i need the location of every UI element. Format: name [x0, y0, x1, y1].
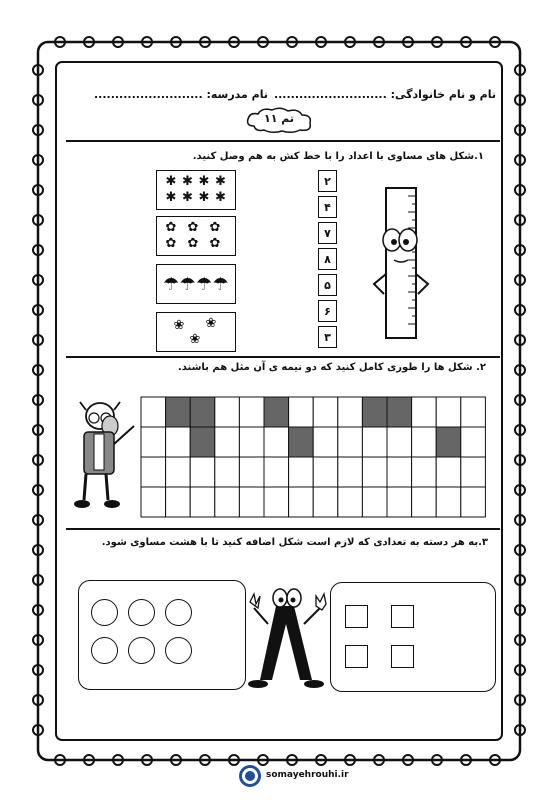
square-group-box — [330, 582, 496, 692]
grid-cell[interactable] — [141, 397, 166, 427]
grid-cell[interactable] — [239, 397, 264, 427]
grid-cell[interactable] — [141, 427, 166, 457]
grid-cell[interactable] — [338, 487, 363, 517]
grid-cell[interactable] — [264, 427, 289, 457]
theme-label: تم ۱۱ — [264, 112, 295, 125]
circle-shape — [128, 599, 155, 626]
grid-cell[interactable] — [215, 427, 240, 457]
grid-cell[interactable] — [387, 487, 412, 517]
grid-cell[interactable] — [362, 487, 387, 517]
grid-cell[interactable] — [289, 397, 314, 427]
school-field-label: نام مدرسه: .......................... — [93, 88, 268, 101]
grid-cell[interactable] — [362, 457, 387, 487]
grid-cell[interactable] — [190, 487, 215, 517]
ladybug-icon: ✿ — [209, 220, 221, 235]
grid-cell[interactable] — [436, 457, 461, 487]
bug-icon: ✱ — [165, 190, 177, 205]
umbrella-icon: ☂ — [179, 274, 196, 295]
grid-cell[interactable] — [239, 457, 264, 487]
question-3-title: ۳.به هر دسته به تعدادی که لازم است شکل اضافه کنید تا با هشت مساوی شود. — [101, 537, 488, 548]
square-shape — [345, 645, 368, 668]
grid-cell[interactable] — [461, 457, 486, 487]
flower-icon: ❀ — [205, 316, 217, 331]
grid-cell-filled[interactable] — [166, 397, 191, 427]
grid-cell-filled[interactable] — [436, 427, 461, 457]
circle-shape — [91, 599, 118, 626]
circle-shape — [165, 599, 192, 626]
ladybug-icon: ✿ — [165, 220, 177, 235]
picture-box-umbrellas — [156, 264, 236, 304]
grid-cell[interactable] — [166, 427, 191, 457]
flower-icon: ❀ — [189, 332, 201, 347]
number-cell: ۸ — [318, 248, 337, 270]
flower-icon: ❀ — [173, 318, 185, 333]
grid-cell[interactable] — [166, 487, 191, 517]
grid-cell-filled[interactable] — [190, 397, 215, 427]
name-field-label: نام و نام خانوادگی: ........................... — [273, 88, 496, 101]
number-cell: ۳ — [318, 326, 337, 348]
grid-cell[interactable] — [338, 427, 363, 457]
circle-shape — [165, 637, 192, 664]
grid-cell[interactable] — [215, 457, 240, 487]
grid-cell[interactable] — [412, 487, 437, 517]
grid-cell[interactable] — [289, 487, 314, 517]
circle-group-box — [78, 580, 246, 690]
number-cell: ۲ — [318, 170, 337, 192]
grid-cell[interactable] — [387, 427, 412, 457]
bug-icon: ✱ — [165, 174, 177, 189]
question-2-title: ۲. شکل ها را طوری کامل کنید که دو نیمه ی آن مثل هم باشند. — [177, 362, 486, 373]
square-shape — [345, 605, 368, 628]
number-cell: ۴ — [318, 196, 337, 218]
grid-cell-filled[interactable] — [264, 397, 289, 427]
ladybug-icon: ✿ — [165, 236, 177, 251]
grid-cell[interactable] — [264, 487, 289, 517]
grid-cell[interactable] — [313, 487, 338, 517]
grid-cell[interactable] — [412, 427, 437, 457]
letter-character-icon — [246, 584, 332, 692]
grid-cell[interactable] — [289, 457, 314, 487]
ladybug-icon: ✿ — [187, 220, 199, 235]
grid-cell-filled[interactable] — [387, 397, 412, 427]
grid-cell[interactable] — [215, 487, 240, 517]
grid-cell[interactable] — [461, 397, 486, 427]
logo-icon — [238, 764, 262, 788]
number-cell: ۶ — [318, 300, 337, 322]
ladybug-icon: ✿ — [187, 236, 199, 251]
square-shape — [391, 605, 414, 628]
picture-box-flowers — [156, 312, 236, 352]
grid-cell[interactable] — [166, 457, 191, 487]
grid-cell-filled[interactable] — [289, 427, 314, 457]
umbrella-icon: ☂ — [196, 274, 213, 295]
footer-site[interactable]: somayehrouhi.ir — [266, 770, 349, 780]
bug-icon: ✱ — [198, 174, 210, 189]
umbrella-icon: ☂ — [212, 274, 229, 295]
section-divider — [66, 528, 500, 530]
grid-cell[interactable] — [239, 427, 264, 457]
picture-box-bugs — [156, 170, 236, 210]
grid-cell[interactable] — [338, 457, 363, 487]
grid-cell[interactable] — [313, 427, 338, 457]
ruler-character-icon — [368, 184, 438, 340]
grid-cell[interactable] — [461, 427, 486, 457]
grid-cell[interactable] — [338, 397, 363, 427]
grid-cell-filled[interactable] — [362, 397, 387, 427]
grid-cell[interactable] — [313, 457, 338, 487]
bug-icon: ✱ — [182, 190, 193, 205]
grid-cell[interactable] — [436, 397, 461, 427]
picture-box-ladybugs — [156, 216, 236, 256]
circle-shape — [91, 637, 118, 664]
bug-icon: ✱ — [215, 190, 226, 205]
grid-cell-filled[interactable] — [190, 427, 215, 457]
number-cell: ۵ — [318, 274, 337, 296]
number-cell: ۷ — [318, 222, 337, 244]
grid-cell[interactable] — [362, 427, 387, 457]
umbrella-icon: ☂ — [163, 274, 180, 295]
bug-icon: ✱ — [182, 174, 193, 189]
ladybug-icon: ✿ — [209, 236, 221, 251]
section-divider — [66, 356, 500, 358]
square-shape — [391, 645, 414, 668]
circle-shape — [128, 637, 155, 664]
grid-cell[interactable] — [387, 457, 412, 487]
grid-cell[interactable] — [264, 457, 289, 487]
bug-icon: ✱ — [198, 190, 210, 205]
grid-cell[interactable] — [436, 487, 461, 517]
section-divider — [66, 140, 500, 142]
grid-cell[interactable] — [412, 457, 437, 487]
grid-cell[interactable] — [412, 397, 437, 427]
teacher-icon — [72, 396, 136, 512]
grid-cell[interactable] — [141, 457, 166, 487]
grid-cell[interactable] — [215, 397, 240, 427]
grid-cell[interactable] — [461, 487, 486, 517]
grid-cell[interactable] — [313, 397, 338, 427]
question-1-title: ۱.شکل های مساوی با اعداد را با خط کش به هم وصل کنید. — [192, 151, 484, 162]
grid-cell[interactable] — [239, 487, 264, 517]
bug-icon: ✱ — [215, 174, 226, 189]
grid-cell[interactable] — [141, 487, 166, 517]
grid-cell[interactable] — [190, 457, 215, 487]
